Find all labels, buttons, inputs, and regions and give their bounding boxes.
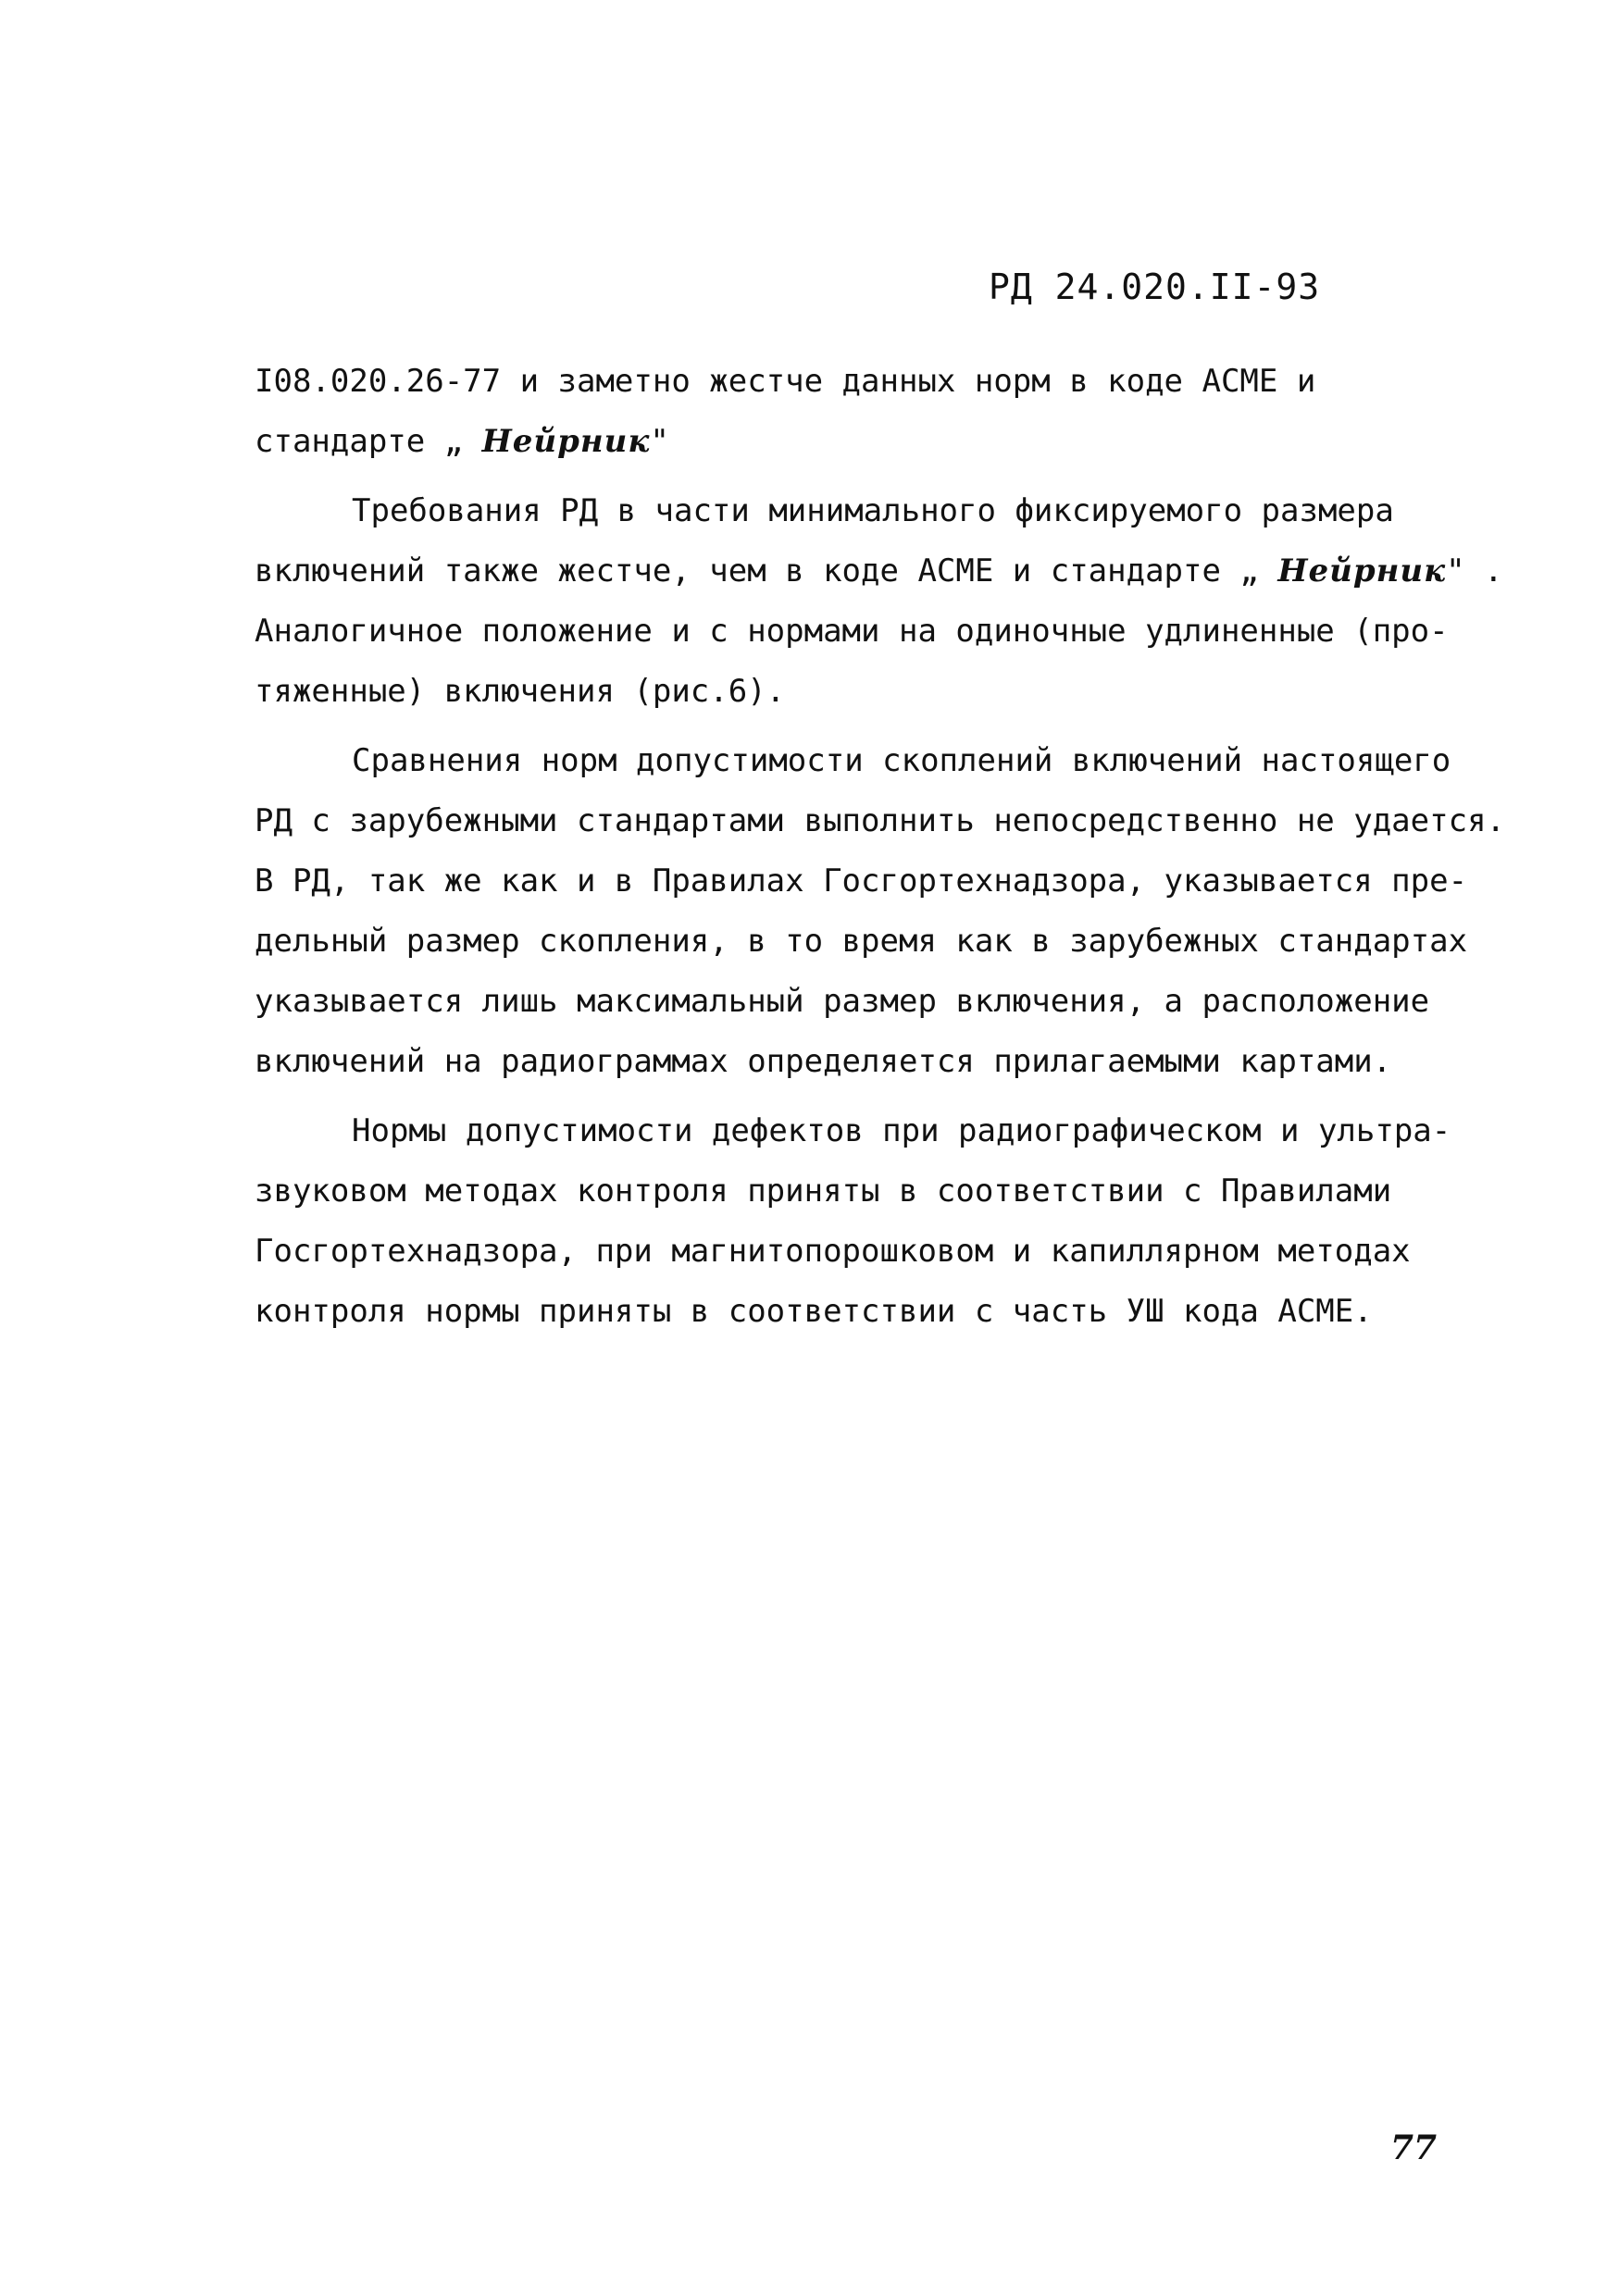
line-text: тяженные) включения (рис.6). [255,673,786,710]
text-line [255,791,1506,851]
line-text: Нормы допустимости дефектов при радиографическом и ультра- [352,1112,1451,1149]
line-text-tail: " [650,423,669,460]
text-line [255,602,1458,662]
text-line [255,731,1458,791]
line-text: I08.020.26-77 и заметно жестче данных норм в коде АСМЕ и [255,363,1316,400]
text-line [255,541,1503,602]
text-line [255,412,1458,472]
text-line [255,1282,1458,1342]
line-text: Госгортехнадзора, при магнитопорошковом и капиллярном методах [255,1233,1411,1270]
text-line [255,662,1458,722]
line-text: Сравнения норм допустимости скоплений включений настоящего [352,742,1451,779]
line-text: Требования РД в части минимального фиксируемого размера [352,492,1394,529]
line-text: включений также жестче, чем в коде АСМЕ и стандарте „ [255,552,1278,590]
line-text: РД с зарубежными стандартами выполнить непосредственно не удается. [255,802,1506,839]
line-text: В РД, так же как и в Правилах Госгортехнадзора, указывается пре- [255,863,1468,900]
text-line [255,352,1458,412]
line-text: указывается лишь максимальный размер включения, а расположение [255,983,1430,1020]
line-text: контроля нормы приняты в соответствии с часть УШ кода АСМЕ. [255,1293,1373,1330]
text-line [255,1032,1458,1092]
text-line [255,972,1458,1032]
line-text: звуковом методах контроля приняты в соответствии с Правилами [255,1173,1392,1210]
handwritten-insert: Нейрник [1277,552,1447,590]
line-text: включений на радиограммах определяется прилагаемыми картами. [255,1043,1392,1080]
line-text: Аналогичное положение и с нормами на одиночные удлиненные (про- [255,613,1449,650]
text-line [255,1222,1458,1282]
text-line [255,481,1458,541]
text-line [255,1161,1458,1222]
line-text: дельный размер скопления, в то время как в зарубежных стандартах [255,923,1468,960]
page-number: 77 [1390,2128,1438,2167]
text-line [255,1101,1458,1161]
line-text: стандарте „ [255,423,482,460]
handwritten-insert: Нейрник [481,423,651,460]
document-code: РД 24.020.II-93 [989,267,1321,307]
line-text-tail: " . [1446,552,1503,590]
body-text [255,352,1506,1342]
text-line [255,851,1468,912]
text-line [255,912,1468,972]
